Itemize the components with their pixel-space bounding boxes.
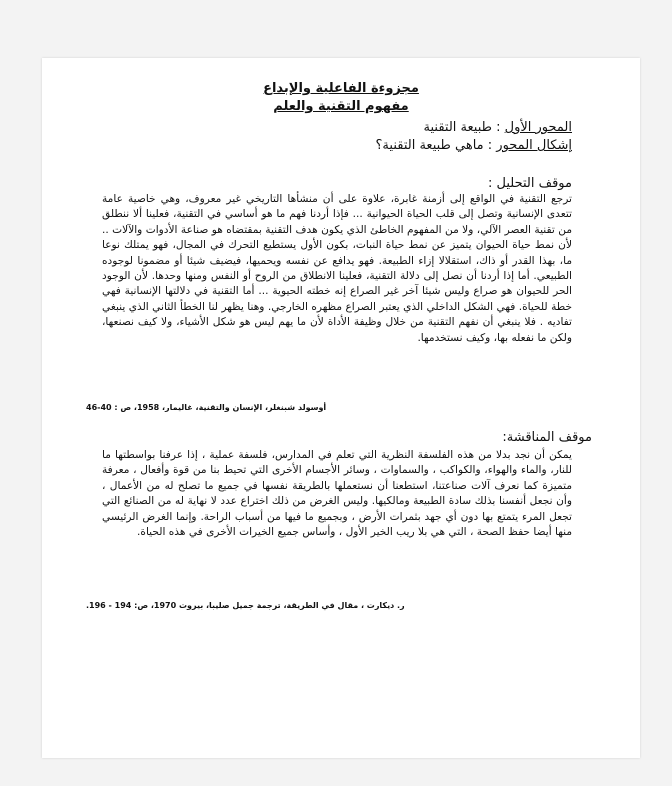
document-page xyxy=(42,58,640,758)
analysis-text: ترجع التقنية في الواقع إلى أزمنة غابرة، علاوة على أن منشأها التاريخي غير معروف، وهي خاصية عامة تتعدى الإنسانية وتصل إلى قلب الحياة الحيوانية ... فإذا أردنا فهم ما هو أساسي في التقنية، فعلينا ألا ننطلق من تقنية العصر الآلي، ولا من المفهوم الخاطئ الذي يكون هدف التقنية بمقتضاه هو صناعة الأدوات والآلات .. لأن نمط حياة الحيوان يتميز عن نمط حياة النبات، بكون الأول يستطيع التحرك في المجال، فهو يمتلك نوعا ما، بهذا القدر أو ذاك، استقلالا إزاء الطبيعة. فهو يدافع عن نفسه ويحميها، فيضيف شيئا أو مضمونا لوجوده الطبيعي. أما إذا أردنا أن نصل إلى دلالة التقنية، فعلينا الانطلاق من الروح أو النفس ومنها وحدها. لأن الوجود الحر للحيوان هو صراع وليس شيئا آخر غير الصراع إنه خطته الحيوية ... أما التقنية في دلالتها الإنسانية فهي خطة للحياة. فهي الشكل الداخلي الذي يعتبر الصراع مظهره الخارجي. وهنا يظهر لنا الخطأ الثاني الذي ينبغي تفاديه . فلا ينبغي أن نفهم التقنية من خلال وظيفة الأداة لأن ما يهم ليس هو شكل الأشياء، ولا كيف نصنعها، ولكن ما نفعله بها، وكيف نستخدمها. xyxy=(102,193,572,344)
discussion-text: يمكن أن نجد بدلا من هذه الفلسفة النظرية التي تعلم في المدارس، فلسفة عملية ، إذا عرفنا بواسطتها ما للنار، والماء والهواء، والكواكب ، والسماوات ، وسائر الأجسام الأخرى التي تحيط بنا من قوة وأفعال ، معرفة متميزة كما نعرف آلات صناعتنا، استطعنا أن نستعملها بالطريقة نفسها في جميع ما تصلح له من الأعمال ، وأن نجعل أنفسنا بذلك سادة الطبيعة ومالكيها. وليس الغرض من ذلك اختراع عدد لا نهاية له من الصنائع التي تجعل المرء يتمتع بها دون أي جهد بثمرات الأرض ، وبجميع ما فيها من أسباب الراحة. وإنما الغرض الرئيسي منها أيضا حفظ الصحة ، التي هي بلا ريب الخير الأول ، وأساس جميع الخيرات الأخرى في هذه الحياة. xyxy=(102,449,572,539)
analysis-reference: أوسولد شبنغلر، الإنسان والتقنية، غاليمار، 1958، ص : 40-46 xyxy=(86,403,327,412)
discussion-heading: موقف المناقشة: xyxy=(502,430,592,445)
axis-line xyxy=(424,120,572,135)
problem-value: : ماهي طبيعة التقنية؟ xyxy=(375,138,493,153)
concept-title: مفهوم التقنية والعلم xyxy=(273,99,409,114)
discussion-reference: ر. ديكارت ، مقال في الطريقة، ترجمة جميل صليبا، بيروت 1970، ص: 194 - 196. xyxy=(86,601,405,610)
analysis-heading: موقف التحليل : xyxy=(488,176,572,191)
axis-value: : طبيعة التقنية xyxy=(423,120,501,135)
axis-label: المحور الأول xyxy=(504,120,572,135)
problem-line xyxy=(376,138,572,153)
problem-label: إشكال المحور xyxy=(496,138,572,153)
module-title: مجزوءة الفاعلية والإبداع xyxy=(263,81,419,96)
